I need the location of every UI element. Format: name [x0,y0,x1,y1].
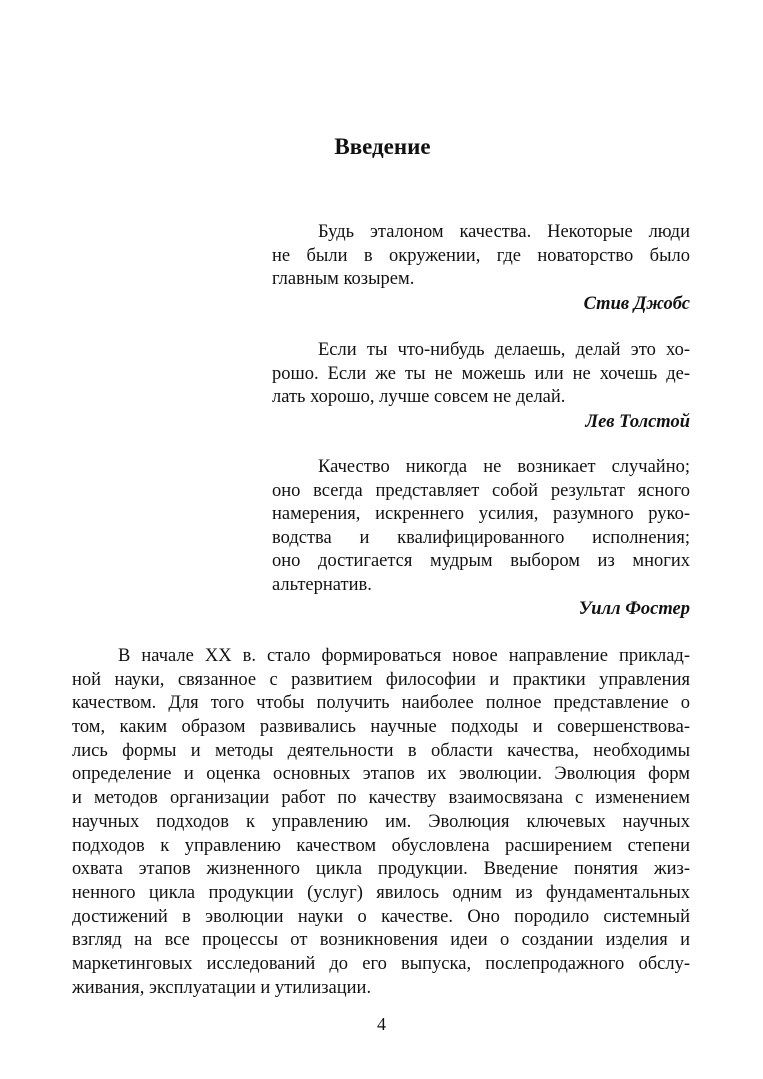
epigraph-line: Будь эталоном качества. Некоторые люди [318,222,690,242]
epigraph-line: водства и квалифицированного исполнения; [272,527,690,548]
body-line: ненного цикла продукции (услуг) явилось одним из фундаментальных [72,882,690,903]
epigraph-author: Уилл Фостер [578,599,690,619]
body-line: том, каким образом развивались научные подходы и совершенствова- [72,717,690,738]
body-line: качеством. Для того чтобы получить наиболее полное представление о [72,693,690,714]
epigraph-line: лать хорошо, лучше совсем не делай. [272,387,566,407]
body-line: охвата этапов жизненного цикла продукции. Введение понятия жиз- [72,859,690,880]
epigraph-line: рошо. Если же ты не можешь или не хочешь де- [272,363,690,384]
body-line: достижений в эволюции науки о качестве. Оно породило системный [72,906,690,927]
epigraph-line: Качество никогда не возникает случайно; [318,457,690,477]
body-line: В начале XX в. стало формироваться новое направление приклад- [118,646,690,666]
body-line: живания, эксплуатации и утилизации. [72,977,372,998]
epigraph-author: Стив Джобс [583,293,690,314]
epigraph-jobs [272,221,690,316]
page-number: 4 [377,1014,386,1034]
epigraph-line: не были в окружении, где новаторство было [272,245,690,266]
epigraph-line: Если ты что-нибудь делаешь, делай это хо- [318,340,690,360]
body-line: взгляд на все процессы от возникновения идеи о создании изделия и [72,930,690,951]
body-line: ной науки, связанное с развитием философии и практики управления [72,669,690,690]
epigraph-line: альтернатив. [272,574,372,595]
page-title: Введение [334,134,431,159]
epigraph-line: главным козырем. [272,269,415,289]
body-line: определение и оценка основных этапов их эволюции. Эволюция форм [72,764,690,785]
body-line: лись формы и методы деятельности в области качества, необходимы [72,740,690,761]
body-paragraph [72,645,690,1000]
epigraph-author: Лев Толстой [585,411,690,432]
body-line: и методов организации работ по качеству взаимосвязана с изменением [72,788,690,809]
epigraph-foster [272,456,690,621]
body-line: научных подходов к управлению им. Эволюция ключевых научных [72,811,690,832]
epigraph-line: намерения, искреннего усилия, разумного руко- [272,504,690,524]
epigraph-line: оно всегда представляет собой результат ясного [272,480,690,501]
body-line: маркетинговых исследований до его выпуска, послепродажного обслу- [72,953,690,974]
epigraph-line: оно достигается мудрым выбором из многих [272,551,690,571]
epigraph-tolstoy [272,339,690,434]
body-line: подходов к управлению качеством обусловлена расширением степени [72,835,690,856]
